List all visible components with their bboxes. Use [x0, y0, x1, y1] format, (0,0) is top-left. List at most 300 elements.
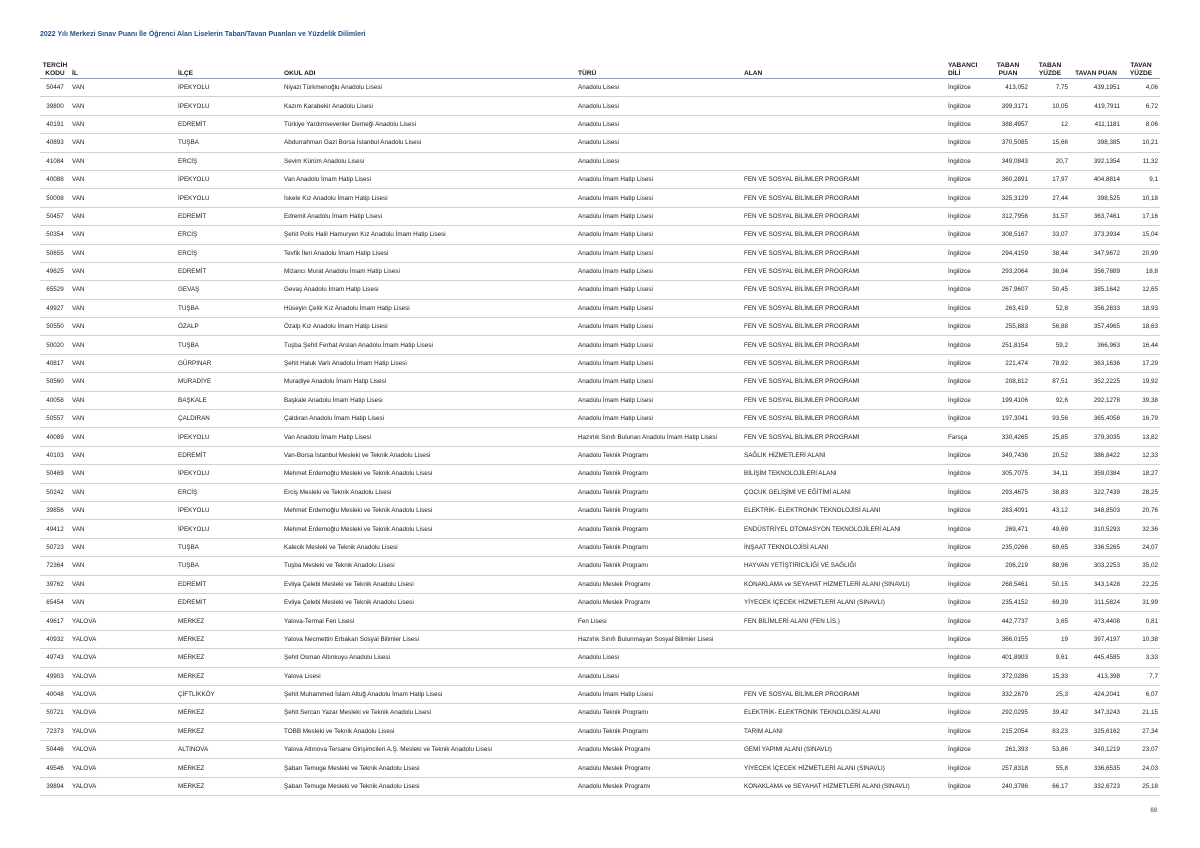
alan-cell: SAĞLIK HİZMETLERİ ALANI	[742, 446, 946, 464]
il-cell: VAN	[70, 575, 176, 593]
taban-yuzde-cell: 69,39	[1030, 593, 1070, 611]
tavan-puan-cell: 359,0384	[1070, 465, 1122, 483]
taban-puan-cell: 413,052	[986, 79, 1030, 97]
ilce-cell: ERCİŞ	[176, 483, 282, 501]
yabanci-dil-cell: İngilizce	[946, 483, 986, 501]
col-header-il: İL	[70, 55, 176, 79]
turu-cell: Anadolu Teknik Programı	[576, 557, 742, 575]
turu-cell: Anadolu Lisesi	[576, 152, 742, 170]
yabanci-dil-cell: İngilizce	[946, 299, 986, 317]
taban-puan-cell: 261,393	[986, 741, 1030, 759]
il-cell: YALOVA	[70, 612, 176, 630]
tercih-kodu-cell: 49412	[40, 520, 70, 538]
col-header-dil: YABANCI DİLİ	[946, 55, 986, 79]
turu-cell: Anadolu Teknik Programı	[576, 704, 742, 722]
tavan-yuzde-cell: 27,34	[1122, 722, 1160, 740]
il-cell: VAN	[70, 446, 176, 464]
yabanci-dil-cell: İngilizce	[946, 97, 986, 115]
alan-cell	[742, 97, 946, 115]
tavan-yuzde-cell: 19,92	[1122, 373, 1160, 391]
okul-adi-cell: Yalova-Termal Fen Lisesi	[282, 612, 576, 630]
tercih-kodu-cell: 40048	[40, 685, 70, 703]
turu-cell: Hazırlık Sınıfı Bulunmayan Sosyal Bilimler Lisesi	[576, 630, 742, 648]
alan-cell	[742, 649, 946, 667]
table-row	[40, 391, 1160, 409]
yabanci-dil-cell: İngilizce	[946, 685, 986, 703]
yabanci-dil-cell: İngilizce	[946, 189, 986, 207]
tercih-kodu-cell: 39762	[40, 575, 70, 593]
okul-adi-cell: Şehit Sercan Yazar Mesleki ve Teknik Anadolu Lisesi	[282, 704, 576, 722]
taban-yuzde-cell: 12	[1030, 115, 1070, 133]
tavan-yuzde-cell: 35,02	[1122, 557, 1160, 575]
alan-cell	[742, 115, 946, 133]
table-row	[40, 483, 1160, 501]
ilce-cell: GEVAŞ	[176, 281, 282, 299]
tercih-kodu-cell: 50020	[40, 336, 70, 354]
turu-cell: Anadolu Teknik Programı	[576, 520, 742, 538]
yabanci-dil-cell: İngilizce	[946, 281, 986, 299]
tavan-puan-cell: 365,4058	[1070, 410, 1122, 428]
turu-cell: Anadolu Lisesi	[576, 97, 742, 115]
taban-puan-cell: 293,2064	[986, 262, 1030, 280]
alan-cell: GEMİ YAPIMI ALANI (SINAVLI)	[742, 741, 946, 759]
col-header-tavan-yuzde: TAVAN YÜZDE	[1122, 55, 1160, 79]
taban-yuzde-cell: 7,75	[1030, 79, 1070, 97]
yabanci-dil-cell: İngilizce	[946, 649, 986, 667]
table-row	[40, 410, 1160, 428]
taban-puan-cell: 263,419	[986, 299, 1030, 317]
table-row	[40, 262, 1160, 280]
page-number: 69	[1150, 808, 1157, 814]
taban-puan-cell: 305,7075	[986, 465, 1030, 483]
col-header-okul: OKUL ADI	[282, 55, 576, 79]
alan-cell: YİYECEK İÇECEK HİZMETLERİ ALANI (SINAVLI)	[742, 759, 946, 777]
okul-adi-cell: Özalp Kız Anadolu İmam Hatip Lisesi	[282, 318, 576, 336]
tercih-kodu-cell: 39856	[40, 501, 70, 519]
turu-cell: Anadolu Lisesi	[576, 115, 742, 133]
taban-yuzde-cell: 49,69	[1030, 520, 1070, 538]
taban-yuzde-cell: 39,42	[1030, 704, 1070, 722]
yabanci-dil-cell: İngilizce	[946, 741, 986, 759]
il-cell: VAN	[70, 428, 176, 446]
table-row	[40, 336, 1160, 354]
tavan-puan-cell: 392,1354	[1070, 152, 1122, 170]
table-row	[40, 557, 1160, 575]
taban-yuzde-cell: 93,56	[1030, 410, 1070, 428]
alan-cell	[742, 667, 946, 685]
ilce-cell: EDREMİT	[176, 575, 282, 593]
okul-adi-cell: Muradiye Anadolu İmam Hatip Lisesi	[282, 373, 576, 391]
ilce-cell: İPEKYOLU	[176, 501, 282, 519]
table-row	[40, 373, 1160, 391]
tercih-kodu-cell: 50721	[40, 704, 70, 722]
taban-yuzde-cell: 53,86	[1030, 741, 1070, 759]
yabanci-dil-cell: İngilizce	[946, 115, 986, 133]
taban-yuzde-cell: 87,51	[1030, 373, 1070, 391]
table-row	[40, 446, 1160, 464]
ilce-cell: TUŞBA	[176, 538, 282, 556]
il-cell: YALOVA	[70, 685, 176, 703]
table-row	[40, 244, 1160, 262]
il-cell: VAN	[70, 97, 176, 115]
okul-adi-cell: Gevaş Anadolu İmam Hatip Lisesi	[282, 281, 576, 299]
taban-yuzde-cell: 25,85	[1030, 428, 1070, 446]
il-cell: VAN	[70, 152, 176, 170]
okul-adi-cell: Yalova Necmettin Erbakan Sosyal Bilimler Lisesi	[282, 630, 576, 648]
taban-puan-cell: 370,5085	[986, 134, 1030, 152]
taban-yuzde-cell: 3,65	[1030, 612, 1070, 630]
yabanci-dil-cell: İngilizce	[946, 134, 986, 152]
tercih-kodu-cell: 39800	[40, 97, 70, 115]
alan-cell: FEN VE SOSYAL BİLİMLER PROGRAMI	[742, 373, 946, 391]
alan-cell: FEN VE SOSYAL BİLİMLER PROGRAMI	[742, 428, 946, 446]
ilce-cell: TUŞBA	[176, 336, 282, 354]
tavan-yuzde-cell: 7,7	[1122, 667, 1160, 685]
tavan-puan-cell: 303,2253	[1070, 557, 1122, 575]
tavan-yuzde-cell: 8,06	[1122, 115, 1160, 133]
ilce-cell: İPEKYOLU	[176, 465, 282, 483]
tavan-puan-cell: 397,4197	[1070, 630, 1122, 648]
alan-cell: FEN VE SOSYAL BİLİMLER PROGRAMI	[742, 354, 946, 372]
taban-yuzde-cell: 38,94	[1030, 262, 1070, 280]
tavan-puan-cell: 439,1951	[1070, 79, 1122, 97]
col-header-ilce: İLÇE	[176, 55, 282, 79]
okul-adi-cell: Kazım Karabekir Anadolu Lisesi	[282, 97, 576, 115]
tercih-kodu-cell: 65529	[40, 281, 70, 299]
turu-cell: Anadolu İmam Hatip Lisesi	[576, 391, 742, 409]
taban-yuzde-cell: 15,33	[1030, 667, 1070, 685]
table-row	[40, 722, 1160, 740]
tavan-puan-cell: 356,7889	[1070, 262, 1122, 280]
okul-adi-cell: Edremit Anadolu İmam Hatip Lisesi	[282, 207, 576, 225]
tavan-puan-cell: 473,4408	[1070, 612, 1122, 630]
taban-puan-cell: 267,9607	[986, 281, 1030, 299]
turu-cell: Anadolu İmam Hatip Lisesi	[576, 281, 742, 299]
ilce-cell: İPEKYOLU	[176, 428, 282, 446]
alan-cell: FEN VE SOSYAL BİLİMLER PROGRAMI	[742, 391, 946, 409]
alan-cell: FEN VE SOSYAL BİLİMLER PROGRAMI	[742, 281, 946, 299]
okul-adi-cell: TOBB Mesleki ve Teknik Anadolu Lisesi	[282, 722, 576, 740]
il-cell: VAN	[70, 373, 176, 391]
taban-puan-cell: 442,7737	[986, 612, 1030, 630]
taban-puan-cell: 197,3041	[986, 410, 1030, 428]
tavan-puan-cell: 363,7461	[1070, 207, 1122, 225]
turu-cell: Anadolu Meslek Programı	[576, 759, 742, 777]
yabanci-dil-cell: İngilizce	[946, 207, 986, 225]
turu-cell: Hazırlık Sınıfı Bulunan Anadolu İmam Hatip Lisesi	[576, 428, 742, 446]
tavan-puan-cell: 445,4585	[1070, 649, 1122, 667]
turu-cell: Anadolu İmam Hatip Lisesi	[576, 170, 742, 188]
turu-cell: Anadolu İmam Hatip Lisesi	[576, 336, 742, 354]
yabanci-dil-cell: İngilizce	[946, 391, 986, 409]
alan-cell: FEN VE SOSYAL BİLİMLER PROGRAMI	[742, 410, 946, 428]
ilce-cell: EDREMİT	[176, 446, 282, 464]
ilce-cell: ÖZALP	[176, 318, 282, 336]
taban-yuzde-cell: 9,61	[1030, 649, 1070, 667]
tercih-kodu-cell: 50354	[40, 226, 70, 244]
tavan-yuzde-cell: 16,79	[1122, 410, 1160, 428]
table-row	[40, 593, 1160, 611]
tavan-yuzde-cell: 18,63	[1122, 318, 1160, 336]
turu-cell: Anadolu İmam Hatip Lisesi	[576, 226, 742, 244]
yabanci-dil-cell: İngilizce	[946, 704, 986, 722]
col-header-alan: ALAN	[742, 55, 946, 79]
tavan-puan-cell: 356,2833	[1070, 299, 1122, 317]
okul-adi-cell: Başkale Anadolu İmam Hatip Lisesi	[282, 391, 576, 409]
taban-puan-cell: 251,8154	[986, 336, 1030, 354]
taban-yuzde-cell: 31,57	[1030, 207, 1070, 225]
alan-cell: ÇOCUK GELİŞİMİ VE EĞİTİMİ ALANI	[742, 483, 946, 501]
tavan-yuzde-cell: 0,81	[1122, 612, 1160, 630]
tavan-yuzde-cell: 6,72	[1122, 97, 1160, 115]
tercih-kodu-cell: 65454	[40, 593, 70, 611]
tercih-kodu-cell: 40817	[40, 354, 70, 372]
taban-puan-cell: 372,0286	[986, 667, 1030, 685]
ilce-cell: ERCİŞ	[176, 244, 282, 262]
alan-cell: FEN VE SOSYAL BİLİMLER PROGRAMI	[742, 170, 946, 188]
taban-puan-cell: 293,4675	[986, 483, 1030, 501]
ilce-cell: MURADİYE	[176, 373, 282, 391]
taban-yuzde-cell: 83,23	[1030, 722, 1070, 740]
il-cell: VAN	[70, 134, 176, 152]
okul-adi-cell: Mehmet Erdemoğlu Mesleki ve Teknik Anadolu Lisesi	[282, 465, 576, 483]
taban-yuzde-cell: 69,65	[1030, 538, 1070, 556]
okul-adi-cell: Şehit Haluk Varlı Anadolu İmam Hatip Lisesi	[282, 354, 576, 372]
table-row	[40, 520, 1160, 538]
taban-puan-cell: 283,4091	[986, 501, 1030, 519]
il-cell: YALOVA	[70, 649, 176, 667]
tercih-kodu-cell: 50723	[40, 538, 70, 556]
ilce-cell: EDREMİT	[176, 207, 282, 225]
il-cell: VAN	[70, 538, 176, 556]
il-cell: YALOVA	[70, 777, 176, 795]
alan-cell: FEN VE SOSYAL BİLİMLER PROGRAMI	[742, 244, 946, 262]
alan-cell: FEN VE SOSYAL BİLİMLER PROGRAMI	[742, 207, 946, 225]
taban-puan-cell: 330,4265	[986, 428, 1030, 446]
alan-cell: TARIM ALANI	[742, 722, 946, 740]
okul-adi-cell: Türkiye Yardımsevenler Derneği Anadolu Lisesi	[282, 115, 576, 133]
taban-yuzde-cell: 43,12	[1030, 501, 1070, 519]
taban-puan-cell: 235,0266	[986, 538, 1030, 556]
yabanci-dil-cell: İngilizce	[946, 612, 986, 630]
yabanci-dil-cell: İngilizce	[946, 410, 986, 428]
tercih-kodu-cell: 49743	[40, 649, 70, 667]
tercih-kodu-cell: 40103	[40, 446, 70, 464]
tavan-yuzde-cell: 18,8	[1122, 262, 1160, 280]
okul-adi-cell: Şaban Temuge Mesleki ve Teknik Anadolu Lisesi	[282, 759, 576, 777]
tavan-puan-cell: 404,8814	[1070, 170, 1122, 188]
table-row	[40, 612, 1160, 630]
ilce-cell: İPEKYOLU	[176, 97, 282, 115]
col-header-taban-puan: TABAN PUAN	[986, 55, 1030, 79]
col-header-kod: TERCİH KODU	[40, 55, 70, 79]
table-row	[40, 134, 1160, 152]
alan-cell: FEN VE SOSYAL BİLİMLER PROGRAMI	[742, 299, 946, 317]
tavan-puan-cell: 311,5824	[1070, 593, 1122, 611]
tavan-yuzde-cell: 17,29	[1122, 354, 1160, 372]
taban-puan-cell: 399,3171	[986, 97, 1030, 115]
yabanci-dil-cell: İngilizce	[946, 630, 986, 648]
taban-puan-cell: 199,4106	[986, 391, 1030, 409]
okul-adi-cell: Şehit Polis Halil Hamuryen Kız Anadolu İmam Hatip Lisesi	[282, 226, 576, 244]
turu-cell: Anadolu Lisesi	[576, 667, 742, 685]
table-row	[40, 501, 1160, 519]
tavan-puan-cell: 332,6723	[1070, 777, 1122, 795]
taban-yuzde-cell: 55,8	[1030, 759, 1070, 777]
tavan-puan-cell: 398,385	[1070, 134, 1122, 152]
tavan-puan-cell: 340,1219	[1070, 741, 1122, 759]
taban-puan-cell: 332,2679	[986, 685, 1030, 703]
taban-yuzde-cell: 38,83	[1030, 483, 1070, 501]
tavan-yuzde-cell: 9,1	[1122, 170, 1160, 188]
okul-adi-cell: Şehit Muhammed İslam Altuğ Anadolu İmam Hatip Lisesi	[282, 685, 576, 703]
tavan-puan-cell: 373,3934	[1070, 226, 1122, 244]
table-row	[40, 759, 1160, 777]
taban-yuzde-cell: 10,05	[1030, 97, 1070, 115]
yabanci-dil-cell: İngilizce	[946, 262, 986, 280]
taban-puan-cell: 388,4957	[986, 115, 1030, 133]
okul-adi-cell: Sevim Kürüm Anadolu Lisesi	[282, 152, 576, 170]
tavan-yuzde-cell: 39,38	[1122, 391, 1160, 409]
taban-yuzde-cell: 88,96	[1030, 557, 1070, 575]
tavan-yuzde-cell: 25,18	[1122, 777, 1160, 795]
taban-puan-cell: 208,812	[986, 373, 1030, 391]
taban-puan-cell: 312,7956	[986, 207, 1030, 225]
yabanci-dil-cell: İngilizce	[946, 244, 986, 262]
okul-adi-cell: Şehit Osman Altınkuyu Anadolu Lisesi	[282, 649, 576, 667]
yabanci-dil-cell: İngilizce	[946, 446, 986, 464]
tercih-kodu-cell: 41084	[40, 152, 70, 170]
yabanci-dil-cell: İngilizce	[946, 354, 986, 372]
taban-puan-cell: 255,883	[986, 318, 1030, 336]
turu-cell: Anadolu Teknik Programı	[576, 501, 742, 519]
tercih-kodu-cell: 49546	[40, 759, 70, 777]
ilce-cell: ALTINOVA	[176, 741, 282, 759]
tercih-kodu-cell: 49625	[40, 262, 70, 280]
tavan-yuzde-cell: 10,38	[1122, 630, 1160, 648]
tavan-yuzde-cell: 31,99	[1122, 593, 1160, 611]
il-cell: VAN	[70, 336, 176, 354]
turu-cell: Anadolu İmam Hatip Lisesi	[576, 685, 742, 703]
tercih-kodu-cell: 39894	[40, 777, 70, 795]
yabanci-dil-cell: İngilizce	[946, 152, 986, 170]
okul-adi-cell: Çaldıran Anadolu İmam Hatip Lisesi	[282, 410, 576, 428]
il-cell: YALOVA	[70, 741, 176, 759]
yabanci-dil-cell: İngilizce	[946, 318, 986, 336]
table-row	[40, 354, 1160, 372]
yabanci-dil-cell: İngilizce	[946, 226, 986, 244]
il-cell: VAN	[70, 226, 176, 244]
tavan-yuzde-cell: 24,03	[1122, 759, 1160, 777]
okul-adi-cell: Van Anadolu İmam Hatip Lisesi	[282, 428, 576, 446]
ilce-cell: EDREMİT	[176, 115, 282, 133]
turu-cell: Anadolu Lisesi	[576, 649, 742, 667]
yabanci-dil-cell: İngilizce	[946, 501, 986, 519]
okul-adi-cell: Mehmet Erdemoğlu Mesleki ve Teknik Anadolu Lisesi	[282, 520, 576, 538]
okul-adi-cell: Tevfik İleri Anadolu İmam Hatip Lisesi	[282, 244, 576, 262]
taban-yuzde-cell: 17,97	[1030, 170, 1070, 188]
tercih-kodu-cell: 49617	[40, 612, 70, 630]
turu-cell: Anadolu Teknik Programı	[576, 465, 742, 483]
il-cell: YALOVA	[70, 722, 176, 740]
tercih-kodu-cell: 50550	[40, 318, 70, 336]
tavan-puan-cell: 419,7911	[1070, 97, 1122, 115]
tercih-kodu-cell: 50557	[40, 410, 70, 428]
table-row	[40, 189, 1160, 207]
il-cell: VAN	[70, 557, 176, 575]
tavan-puan-cell: 325,6162	[1070, 722, 1122, 740]
page-title: 2022 Yılı Merkezi Sınav Puanı İle Öğrenci Alan Liselerin Taban/Tavan Puanları ve Yüzdelik Dilimleri	[40, 31, 366, 38]
taban-yuzde-cell: 25,3	[1030, 685, 1070, 703]
tercih-kodu-cell: 50469	[40, 465, 70, 483]
ilce-cell: İPEKYOLU	[176, 170, 282, 188]
tercih-kodu-cell: 49903	[40, 667, 70, 685]
turu-cell: Fen Lisesi	[576, 612, 742, 630]
col-header-tur: TÜRÜ	[576, 55, 742, 79]
okul-adi-cell: Evliya Çelebi Mesleki ve Teknik Anadolu Lisesi	[282, 575, 576, 593]
turu-cell: Anadolu Teknik Programı	[576, 538, 742, 556]
okul-adi-cell: Niyazi Türkmenoğlu Anadolu Lisesi	[282, 79, 576, 97]
alan-cell: FEN VE SOSYAL BİLİMLER PROGRAMI	[742, 189, 946, 207]
turu-cell: Anadolu Teknik Programı	[576, 483, 742, 501]
taban-puan-cell: 269,471	[986, 520, 1030, 538]
alan-cell: ENDÜSTRİYEL OTOMASYON TEKNOLOJİLERİ ALANI	[742, 520, 946, 538]
ilce-cell: EDREMİT	[176, 593, 282, 611]
taban-yuzde-cell: 19	[1030, 630, 1070, 648]
okul-adi-cell: Şaban Temuge Mesleki ve Teknik Anadolu Lisesi	[282, 777, 576, 795]
table-row	[40, 318, 1160, 336]
alan-cell: FEN VE SOSYAL BİLİMLER PROGRAMI	[742, 318, 946, 336]
tavan-puan-cell: 322,7439	[1070, 483, 1122, 501]
taban-puan-cell: 294,4159	[986, 244, 1030, 262]
turu-cell: Anadolu Lisesi	[576, 79, 742, 97]
alan-cell: BİLİŞİM TEKNOLOJİLERİ ALANI	[742, 465, 946, 483]
table-row	[40, 704, 1160, 722]
ilce-cell: ERCİŞ	[176, 226, 282, 244]
taban-puan-cell: 235,4152	[986, 593, 1030, 611]
tavan-yuzde-cell: 15,04	[1122, 226, 1160, 244]
col-header-taban-yuzde: TABAN YÜZDE	[1030, 55, 1070, 79]
turu-cell: Anadolu Meslek Programı	[576, 777, 742, 795]
table-row	[40, 649, 1160, 667]
taban-puan-cell: 215,2054	[986, 722, 1030, 740]
turu-cell: Anadolu İmam Hatip Lisesi	[576, 354, 742, 372]
tercih-kodu-cell: 50457	[40, 207, 70, 225]
table-row	[40, 226, 1160, 244]
data-table	[40, 55, 1160, 796]
tavan-yuzde-cell: 32,36	[1122, 520, 1160, 538]
okul-adi-cell: Tuşba Mesleki ve Teknik Anadolu Lisesi	[282, 557, 576, 575]
il-cell: VAN	[70, 501, 176, 519]
table-row	[40, 115, 1160, 133]
il-cell: YALOVA	[70, 667, 176, 685]
tavan-puan-cell: 411,1181	[1070, 115, 1122, 133]
tercih-kodu-cell: 40932	[40, 630, 70, 648]
taban-yuzde-cell: 34,11	[1030, 465, 1070, 483]
turu-cell: Anadolu İmam Hatip Lisesi	[576, 318, 742, 336]
ilce-cell: MERKEZ	[176, 667, 282, 685]
okul-adi-cell: Yalova Altınova Tersane Girişimcileri A.Ş. Mesleki ve Teknik Anadolu Lisesi	[282, 741, 576, 759]
yabanci-dil-cell: İngilizce	[946, 759, 986, 777]
il-cell: VAN	[70, 465, 176, 483]
tercih-kodu-cell: 50447	[40, 79, 70, 97]
ilce-cell: ÇİFTLİKKÖY	[176, 685, 282, 703]
tavan-puan-cell: 292,1278	[1070, 391, 1122, 409]
taban-yuzde-cell: 78,92	[1030, 354, 1070, 372]
tercih-kodu-cell: 50560	[40, 373, 70, 391]
tavan-yuzde-cell: 18,27	[1122, 465, 1160, 483]
yabanci-dil-cell: İngilizce	[946, 373, 986, 391]
